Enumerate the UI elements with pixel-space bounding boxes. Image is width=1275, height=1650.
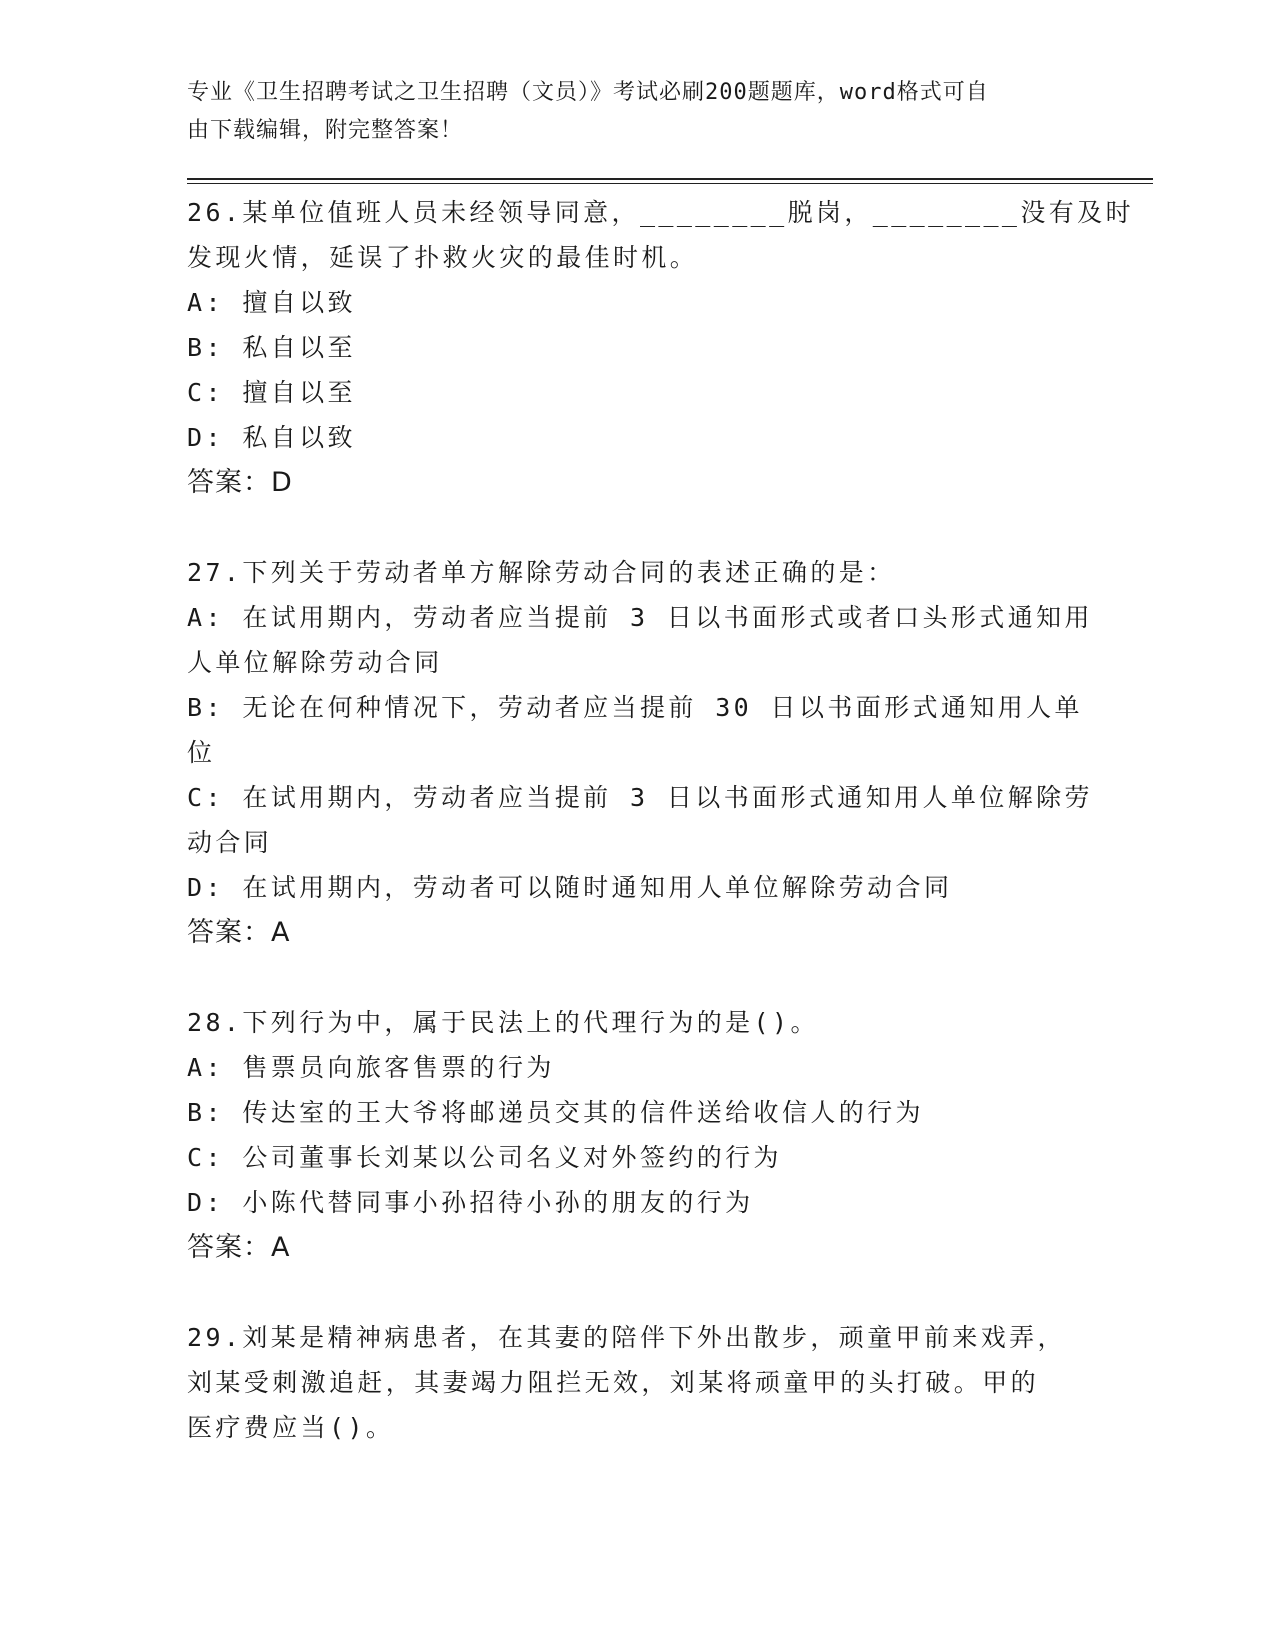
answer-line: 答案：D [187,467,293,498]
option-line: C: 擅自以至 [187,378,356,407]
header-line-1: 专业《卫生招聘考试之卫生招聘（文员）》考试必刷200题题库，word格式可自 [187,80,989,105]
option-line: B: 传达室的王大爷将邮递员交其的信件送给收信人的行为 [187,1098,924,1127]
question-stem-line: 刘某受刺激追赶，其妻竭力阻拦无效，刘某将顽童甲的头打破。甲的 [187,1368,1040,1397]
option-line: B: 私自以至 [187,333,356,362]
question-stem-line: 27.下列关于劳动者单方解除劳动合同的表述正确的是： [187,558,896,587]
question-block [187,190,1134,505]
option-line: 人单位解除劳动合同 [187,648,443,677]
answer-line: 答案：A [187,1232,291,1263]
option-line: D: 私自以致 [187,423,356,452]
question-block [187,1000,1087,1270]
option-line: D: 在试用期内，劳动者可以随时通知用人单位解除劳动合同 [187,873,953,902]
option-line: B: 无论在何种情况下，劳动者应当提前 30 日以书面形式通知用人单 [187,693,1083,722]
header-divider-thin [187,183,1153,184]
option-line: C: 公司董事长刘某以公司名义对外签约的行为 [187,1143,782,1172]
question-stem-line: 28.下列行为中，属于民法上的代理行为的是()。 [187,1008,819,1037]
option-line: 动合同 [187,828,273,857]
question-stem-line: 发现火情，延误了扑救火灾的最佳时机。 [187,243,699,272]
header-divider-thick [187,178,1153,180]
question-block [187,1315,1087,1450]
option-line: 位 [187,738,216,767]
question-stem-line: 29.刘某是精神病患者，在其妻的陪伴下外出散步，顽童甲前来戏弄， [187,1323,1066,1352]
question-stem-line: 26.某单位值班人员未经领导同意，________脱岗，________没有及时 [187,198,1134,227]
option-line: D: 小陈代替同事小孙招待小孙的朋友的行为 [187,1188,754,1217]
option-line: A: 售票员向旅客售票的行为 [187,1053,555,1082]
question-stem-line: 医疗费应当()。 [187,1413,395,1442]
option-line: C: 在试用期内，劳动者应当提前 3 日以书面形式通知用人单位解除劳 [187,783,1093,812]
document-header [187,74,1067,150]
question-list [187,190,1134,1495]
header-line-2: 由下载编辑，附完整答案！ [187,118,464,143]
question-block [187,550,1093,955]
option-line: A: 在试用期内，劳动者应当提前 3 日以书面形式或者口头形式通知用 [187,603,1093,632]
option-line: A: 擅自以致 [187,288,356,317]
answer-line: 答案：A [187,917,291,948]
